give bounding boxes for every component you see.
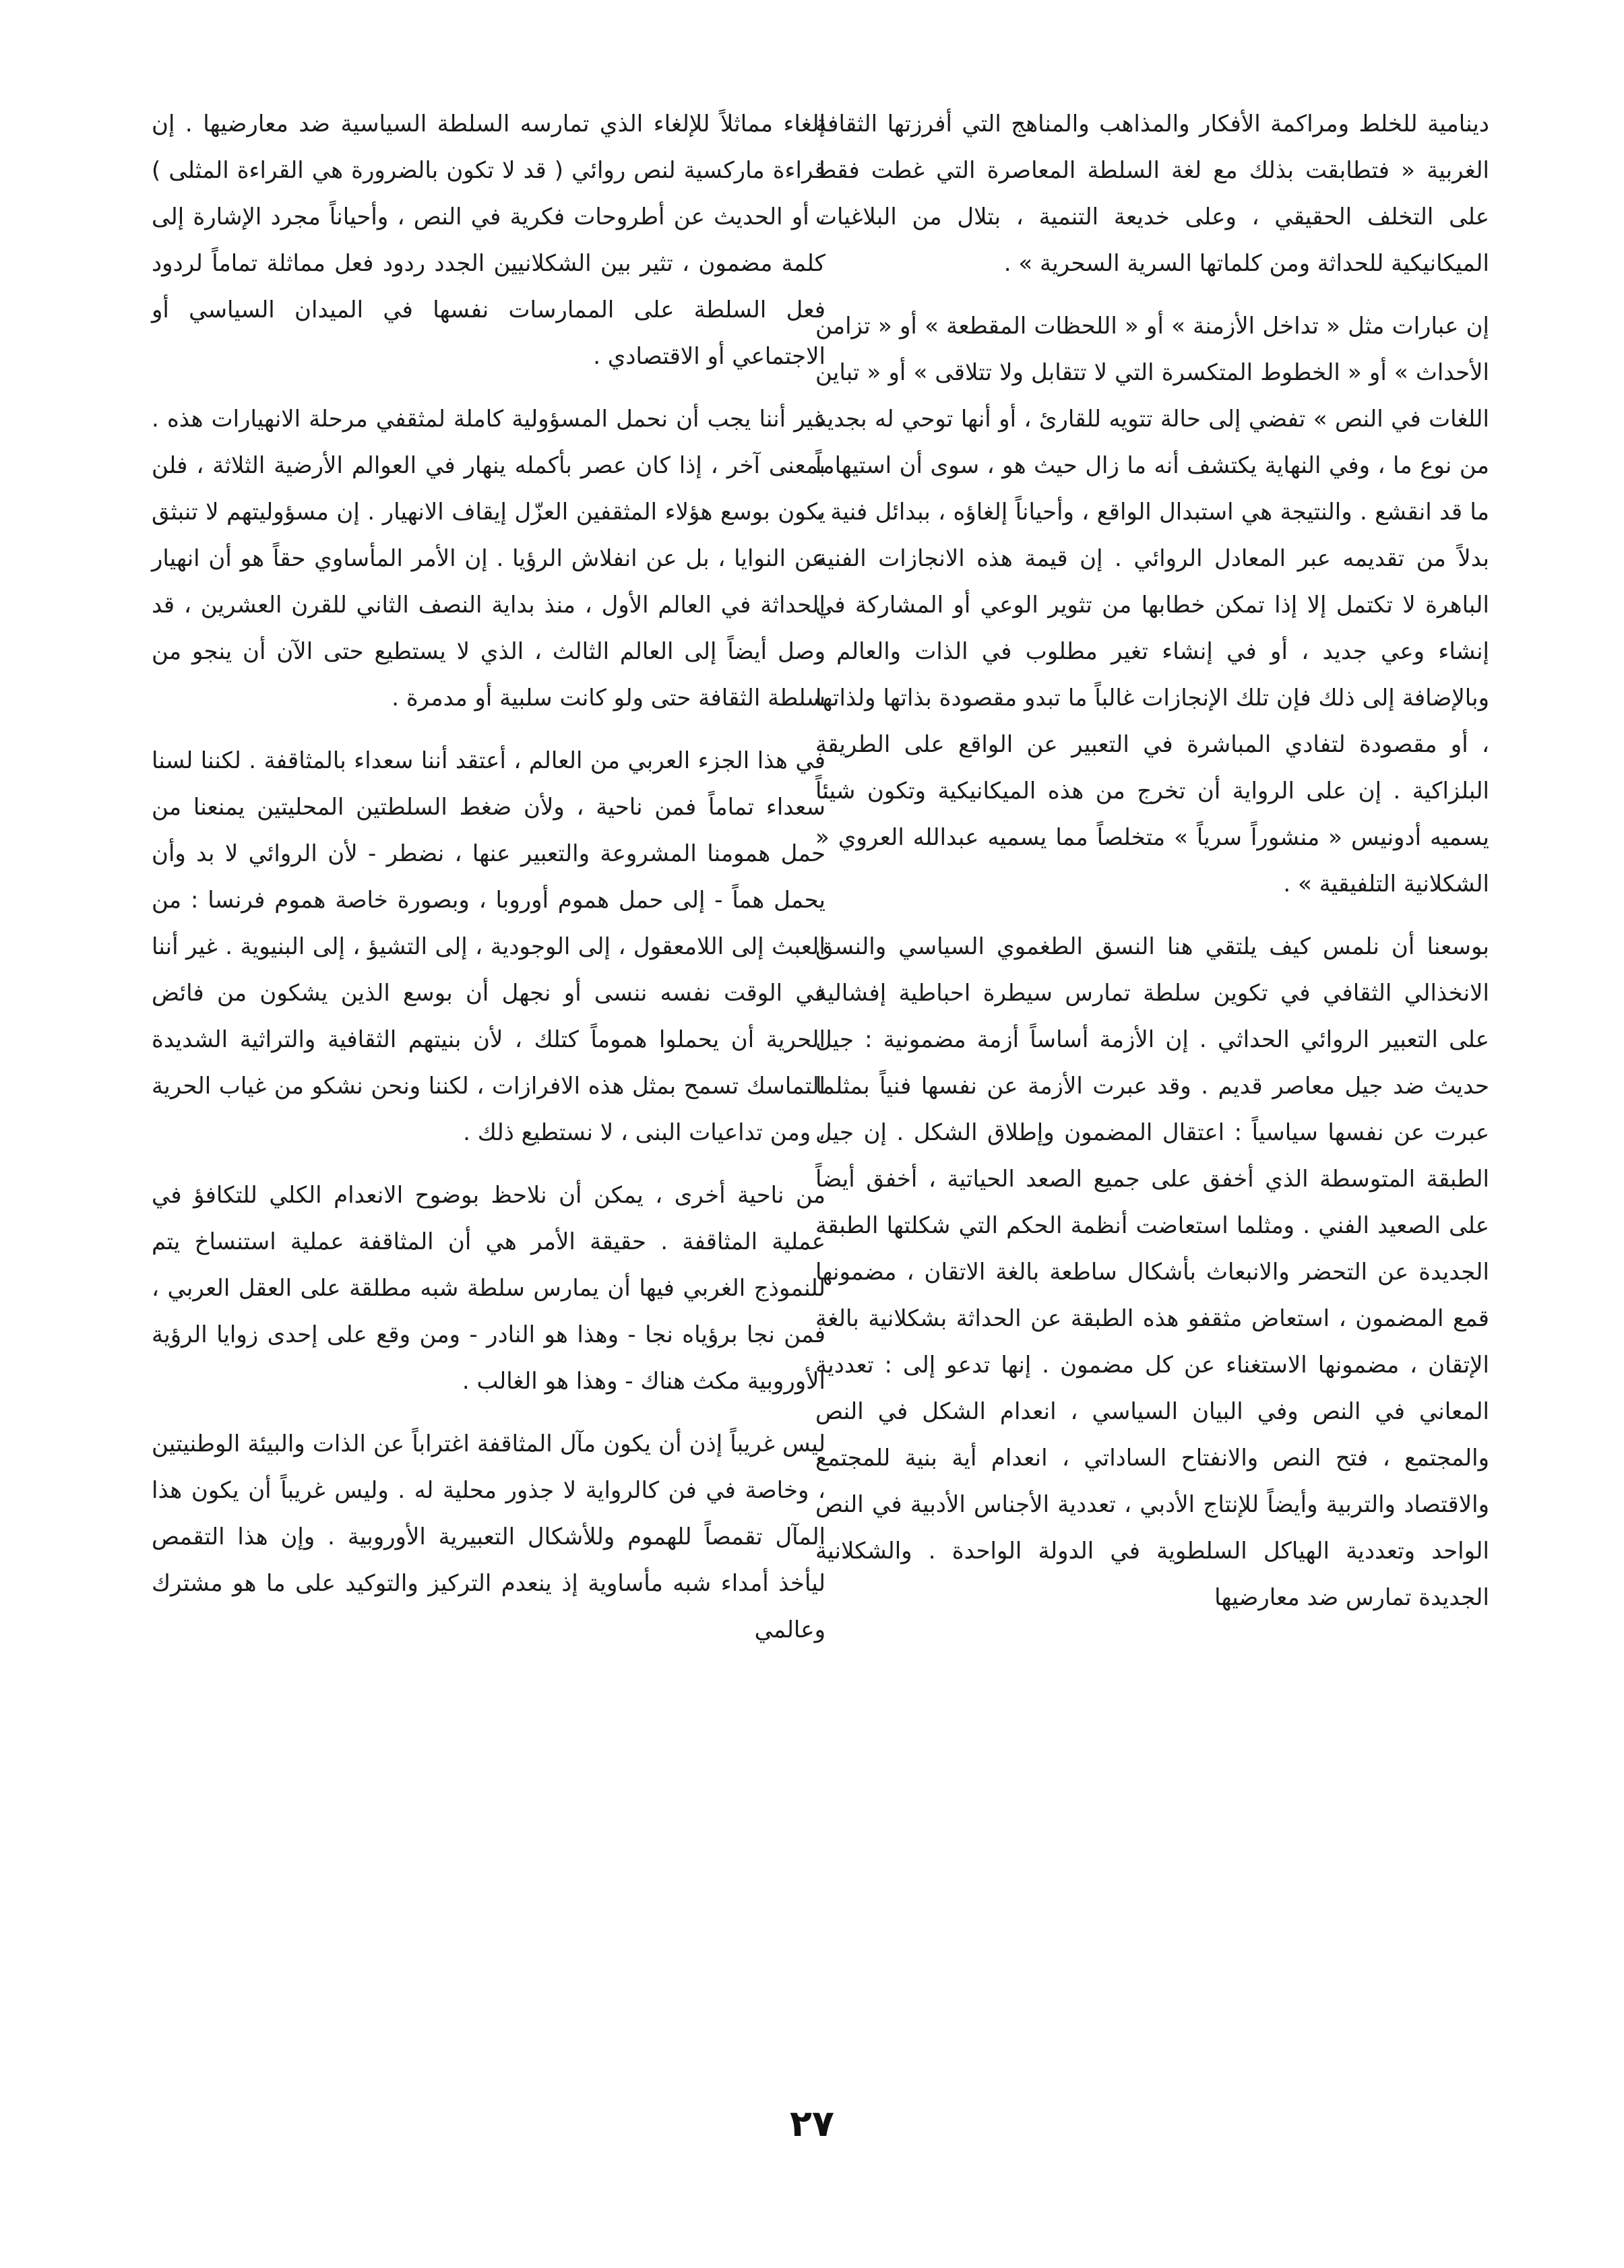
page-number: ٢٧: [790, 2102, 834, 2145]
paragraph: في هذا الجزء العربي من العالم ، أعتقد أننا سعداء بالمثاقفة . لكننا لسنا سعداء تماماً فمن ناحية ، ولأن ضغط السلطتين المحليتين يمنعنا من حمل همومنا المشروعة والتعبير عنها ، نضطر - لأن الروائي لا بد وأن يحمل هماً - إلى حمل هموم أوروبا ، وبصورة خاصة هموم فرنسا : من العبث إلى اللامعقول ، إلى الوجودية ، إلى التشيؤ ، إلى البنيوية . غير أننا في الوقت نفسه ننسى أو نجهل أن بوسع الذين يشكون من فائض الحرية أن يحملوا هموماً كتلك ، لأن بنيتهم الثقافية والتراثية الشديدة التماسك تسمح بمثل هذه الافرازات ، لكننا ونحن نشكو من غياب الحرية ، ومن تداعيات البنى ، لا نستطيع ذلك .: [152, 747, 825, 1146]
paragraph: من ناحية أخرى ، يمكن أن نلاحظ بوضوح الانعدام الكلي للتكافؤ في عملية المثاقفة . حقيقة الأمر هي أن المثاقفة عملية استنساخ يتم للنموذج الغربي فيها أن يمارس سلطة شبه مطلقة على العقل العربي ، فمن نجا برؤياه نجا - وهذا هو النادر - ومن وقع على إحدى زوايا الرؤية الأوروبية مكث هناك - وهذا هو الغالب .: [152, 1182, 825, 1395]
right-column: [815, 101, 1489, 1637]
paragraph: ليس غريباً إذن أن يكون مآل المثاقفة اغتراباً عن الذات والبيئة الوطنيتين ، وخاصة في فن كالرواية لا جذور محلية له . وليس غريباً أن يكون هذا المآل تقمصاً للهموم وللأشكال التعبيرية الأوروبية . وإن هذا التقمص ليأخذ أمداء شبه مأساوية إذ ينعدم التركيز والتوكيد على ما هو مشترك وعالمي: [152, 1430, 825, 1643]
paragraph: غير أننا يجب أن نحمل المسؤولية كاملة لمثقفي مرحلة الانهيارات هذه . بمعنى آخر ، إذا كان عصر بأكمله ينهار في العوالم الأرضية الثلاثة ، فلن يكون بوسع هؤلاء المثقفين العزّل إيقاف الانهيار . إن مسؤوليتهم لا تنبثق عن النوايا ، بل عن انفلاش الرؤيا . إن الأمر المأساوي حقاً هو أن انهيار الحداثة في العالم الأول ، منذ بداية النصف الثاني للقرن العشرين ، قد وصل أيضاً إلى العالم الثالث ، الذي لا يستطيع حتى الآن أن ينجو من سلطة الثقافة حتى ولو كانت سلبية أو مدمرة .: [152, 406, 825, 712]
paragraph: إن عبارات مثل « تداخل الأزمنة » أو « اللحظات المقطعة » أو « تزامن الأحداث » أو « الخطوط المتكسرة التي لا تتقابل ولا تتلاقى » أو « تباين اللغات في النص » تفضي إلى حالة تتويه للقارئ ، أو أنها توحي له بجديد من نوع ما ، وفي النهاية يكتشف أنه ما زال حيث هو ، سوى أن استيهاماً ما قد انقشع . والنتيجة هي استبدال الواقع ، وأحياناً إلغاؤه ، ببدائل فنية ، بدلاً من تقديمه عبر المعادل الروائي . إن قيمة هذه الانجازات الفنية الباهرة لا تكتمل إلا إذا تمكن خطابها من تثوير الوعي أو المشاركة في إنشاء وعي جديد ، أو في إنشاء تغير مطلوب في الذات والعالم . وبالإضافة إلى ذلك فإن تلك الإنجازات غالباً ما تبدو مقصودة بذاتها ولذاتها ، أو مقصودة لتفادي المباشرة في التعبير عن الواقع على الطريقة البلزاكية . إن على الرواية أن تخرج من هذه الميكانيكية وتكون شيئاً يسميه أدونيس « منشوراً سرياً » متخلصاً مما يسميه عبدالله العروي « الشكلانية التلفيقية » .: [815, 313, 1489, 897]
paragraph: بوسعنا أن نلمس كيف يلتقي هنا النسق الطغموي السياسي والنسق الانخذالي الثقافي في تكوين سلطة تمارس سيطرة احباطية إفشالية على التعبير الروائي الحداثي . إن الأزمة أساساً أزمة مضمونية : جيل حديث ضد جيل معاصر قديم . وقد عبرت الأزمة عن نفسها فنياً بمثلما عبرت عن نفسها سياسياً : اعتقال المضمون وإطلاق الشكل . إن جيل الطبقة المتوسطة الذي أخفق على جميع الصعد الحياتية ، أخفق أيضاً على الصعيد الفني . ومثلما استعاضت أنظمة الحكم التي شكلتها الطبقة الجديدة عن التحضر والانبعاث بأشكال ساطعة بالغة الاتقان ، مضمونها قمع المضمون ، استعاض مثقفو هذه الطبقة عن الحداثة بشكلانية بالغة الإتقان ، مضمونها الاستغناء عن كل مضمون . إنها تدعو إلى : تعددية المعاني في النص وفي البيان السياسي ، انعدام الشكل في النص والمجتمع ، فتح النص والانفتاح الساداتي ، انعدام أية بنية للمجتمع والاقتصاد والتربية وأيضاً للإنتاج الأدبي ، تعددية الأجناس الأدبية في النص الواحد وتعددية الهياكل السلطوية في الدولة الواحدة . والشكلانية الجديدة تمارس ضد معارضيها: [815, 933, 1489, 1611]
paragraph: دينامية للخلط ومراكمة الأفكار والمذاهب والمناهج التي أفرزتها الثقافة الغربية « فتطابقت بذلك مع لغة السلطة المعاصرة التي غطت فقط على التخلف الحقيقي ، وعلى خديعة التنمية ، بتلال من البلاغيات الميكانيكية للحداثة ومن كلماتها السرية السحرية » .: [815, 111, 1489, 277]
left-column: [152, 101, 825, 1670]
paragraph: إلغاء مماثلاً للإلغاء الذي تمارسه السلطة السياسية ضد معارضيها . إن قراءة ماركسية لنص روائي ( قد لا تكون بالضرورة هي القراءة المثلى ) ، أو الحديث عن أطروحات فكرية في النص ، وأحياناً مجرد الإشارة إلى كلمة مضمون ، تثير بين الشكلانيين الجدد ردود فعل مماثلة تماماً لردود فعل السلطة على الممارسات نفسها في الميدان السياسي أو الاجتماعي أو الاقتصادي .: [152, 111, 825, 370]
